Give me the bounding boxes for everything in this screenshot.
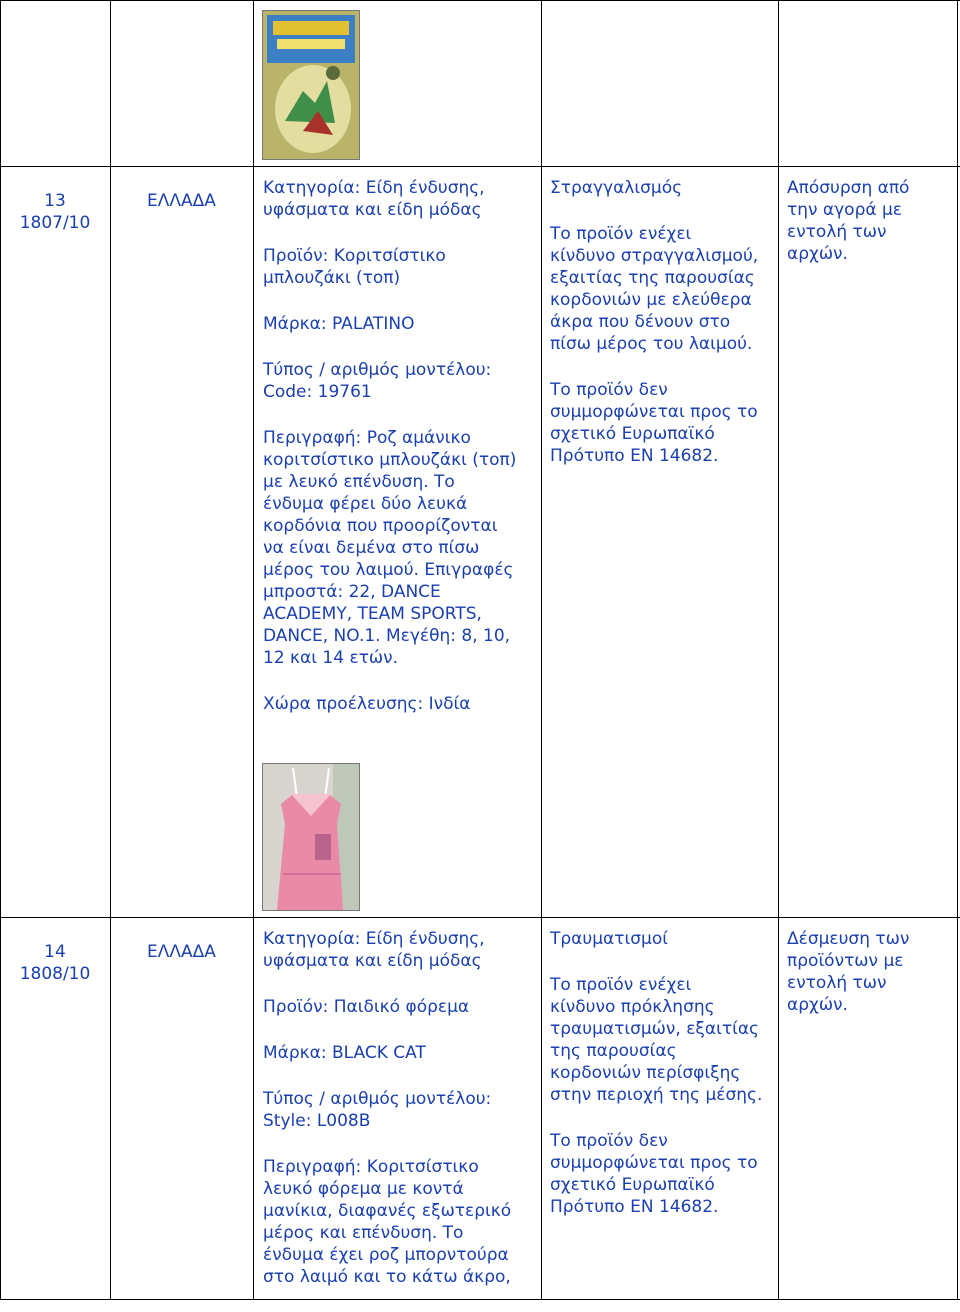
row-14-country-cell	[110, 941, 253, 963]
row-14-measure-cell	[787, 928, 955, 1040]
product-photo-dinosaur-set	[262, 10, 360, 160]
col-divider	[778, 0, 779, 1300]
product-name: Προϊόν: Κοριτσίστικο μπλουζάκι (τοπ)	[263, 246, 446, 288]
country: ΕΛΛΑΔΑ	[147, 191, 216, 211]
product-description: Περιγραφή: Ροζ αμάνικο κοριτσίστικο μπλουζάκι (τοπ) με λευκό επένδυση. Το ένδυμα φέρει δύο λευκά κορδόνια που προορίζονται να είναι δεμένα στο πίσω μέρος του λαιμού. Επιγραφές μπροστά: 22, DANCE ACADEMY, TEAM SPORTS, DANCE, NO.1. Μεγέθη: 8, 10, 12 και 14 ετών.	[263, 428, 517, 668]
risk-standard: Το προϊόν δεν συμμορφώνεται προς το σχετικό Ευρωπαϊκό Πρότυπο EN 14682.	[550, 380, 758, 466]
risk-description: Το προϊόν ενέχει κίνδυνο πρόκλησης τραυματισμών, εξαιτίας της παρουσίας κορδονιών περίσφιξης στην περιοχή της μέσης.	[550, 975, 763, 1105]
row-14-product-cell	[263, 928, 539, 1312]
row-divider	[0, 166, 960, 167]
row-number: 14	[44, 942, 66, 962]
row-divider	[0, 917, 960, 918]
row-14-risk-cell	[550, 928, 776, 1242]
product-model: Τύπος / αριθμός μοντέλου: Style: L008B	[263, 1089, 492, 1131]
row-number: 13	[44, 191, 66, 211]
table-border-top	[0, 0, 960, 1]
risk-standard: Το προϊόν δεν συμμορφώνεται προς το σχετικό Ευρωπαϊκό Πρότυπο EN 14682.	[550, 1131, 758, 1217]
row-code: 1807/10	[19, 213, 91, 233]
row-code: 1808/10	[19, 964, 91, 984]
col-divider	[957, 0, 958, 1300]
risk-type: Στραγγαλισμός	[550, 178, 683, 198]
product-category: Κατηγορία: Είδη ένδυσης, υφάσματα και είδη μόδας	[263, 178, 485, 220]
measure: Δέσμευση των προϊόντων με εντολή των αρχών.	[787, 929, 910, 1015]
measure: Απόσυρση από την αγορά με εντολή των αρχών.	[787, 178, 910, 264]
product-name: Προϊόν: Παιδικό φόρεμα	[263, 997, 470, 1017]
country: ΕΛΛΑΔΑ	[147, 942, 216, 962]
risk-type: Τραυματισμοί	[550, 929, 668, 949]
product-category: Κατηγορία: Είδη ένδυσης, υφάσματα και είδη μόδας	[263, 929, 485, 971]
row-13-number-cell	[0, 190, 110, 234]
product-origin: Χώρα προέλευσης: Ινδία	[263, 694, 471, 714]
product-model: Τύπος / αριθμός μοντέλου: Code: 19761	[263, 360, 492, 402]
row-13-country-cell	[110, 190, 253, 212]
risk-description: Το προϊόν ενέχει κίνδυνο στραγγαλισμού, εξαιτίας της παρουσίας κορδονιών με ελεύθερα άκρα που δένουν στο πίσω μέρος του λαιμού.	[550, 224, 759, 354]
product-photo-pink-dress	[262, 763, 360, 911]
product-brand: Μάρκα: BLACK CAT	[263, 1043, 426, 1063]
row-14-number-cell	[0, 941, 110, 985]
col-divider	[253, 0, 254, 1300]
col-divider	[541, 0, 542, 1300]
product-brand: Μάρκα: PALATINO	[263, 314, 415, 334]
product-description: Περιγραφή: Κοριτσίστικο λευκό φόρεμα με κοντά μανίκια, διαφανές εξωτερικό μέρος και επένδυση. Το ένδυμα έχει ροζ μπορντούρα στο λαιμό και το κάτω άκρο,	[263, 1157, 512, 1287]
row-13-product-cell	[263, 177, 539, 739]
row-13-risk-cell	[550, 177, 776, 491]
row-13-measure-cell	[787, 177, 955, 289]
